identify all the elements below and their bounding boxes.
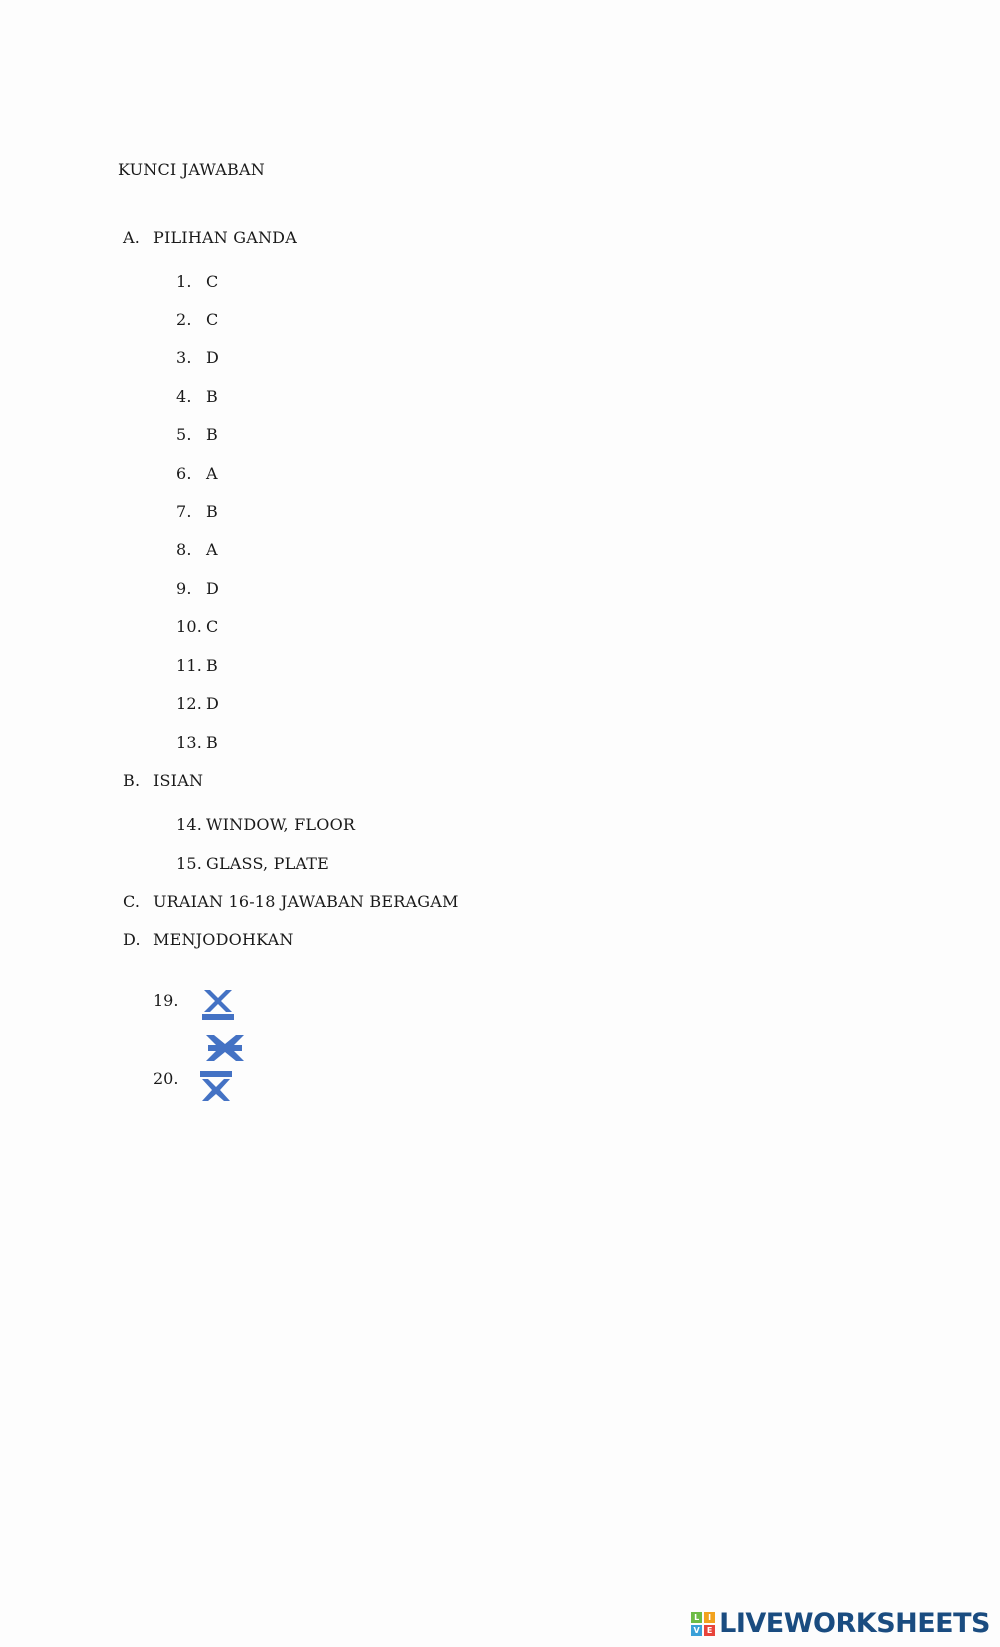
item-number: 5.: [176, 425, 192, 444]
section-letter: C.: [123, 892, 141, 911]
section-label: ISIAN: [153, 771, 204, 790]
list-item: [176, 579, 219, 598]
list-item: [176, 464, 218, 483]
list-item: [176, 425, 218, 444]
item-number: 9.: [176, 579, 192, 598]
list-item: [176, 854, 329, 873]
list-item: [176, 540, 218, 559]
item-answer: A: [206, 464, 218, 483]
list-item: [176, 272, 218, 291]
logo-letter: E: [704, 1625, 715, 1636]
cross-mark-icon: [204, 1033, 246, 1065]
logo-mark-icon: [691, 1612, 715, 1636]
item-answer: B: [206, 733, 218, 752]
item-number: 10.: [176, 617, 203, 636]
item-answer: C: [206, 617, 219, 636]
item-number: 7.: [176, 502, 192, 521]
list-item: [176, 310, 218, 329]
matching-number: 19.: [153, 991, 179, 1010]
cross-mark-icon: [198, 1069, 236, 1105]
item-answer: A: [206, 540, 218, 559]
logo-letter: I: [704, 1612, 715, 1623]
section-label: URAIAN 16-18 JAWABAN BERAGAM: [153, 892, 459, 911]
item-answer: B: [206, 502, 218, 521]
item-number: 4.: [176, 387, 192, 406]
section-letter: A.: [123, 228, 141, 247]
item-number: 3.: [176, 348, 192, 367]
item-number: 2.: [176, 310, 192, 329]
section-label: MENJODOHKAN: [153, 930, 294, 949]
item-number: 15.: [176, 854, 203, 873]
section-label: PILIHAN GANDA: [153, 228, 297, 247]
item-number: 13.: [176, 733, 203, 752]
page-title: KUNCI JAWABAN: [118, 160, 265, 179]
section-c-heading: [123, 892, 459, 911]
item-number: 11.: [176, 656, 203, 675]
item-answer: C: [206, 310, 219, 329]
item-answer: D: [206, 579, 220, 598]
logo-text: LIVEWORKSHEETS: [719, 1608, 990, 1639]
list-item: [176, 656, 218, 675]
logo-letter: L: [691, 1612, 702, 1623]
list-item: [176, 694, 219, 713]
list-item: [176, 387, 218, 406]
item-answer: GLASS, PLATE: [206, 854, 330, 873]
item-answer: D: [206, 348, 220, 367]
liveworksheets-logo: [691, 1608, 990, 1639]
list-item: [176, 617, 218, 636]
item-answer: B: [206, 425, 218, 444]
list-item: [176, 733, 218, 752]
section-d-heading: [123, 930, 294, 949]
section-letter: D.: [123, 930, 141, 949]
item-answer: B: [206, 656, 218, 675]
item-number: 8.: [176, 540, 192, 559]
matching-number: 20.: [153, 1069, 179, 1088]
list-item: [176, 815, 355, 834]
list-item: [176, 502, 218, 521]
list-item: [176, 348, 219, 367]
logo-letter: V: [691, 1625, 702, 1636]
item-number: 12.: [176, 694, 203, 713]
cross-mark-icon: [200, 988, 236, 1022]
section-letter: B.: [123, 771, 141, 790]
item-answer: C: [206, 272, 219, 291]
section-b-heading: [123, 771, 203, 790]
item-answer: B: [206, 387, 218, 406]
item-answer: WINDOW, FLOOR: [206, 815, 356, 834]
item-answer: D: [206, 694, 220, 713]
item-number: 6.: [176, 464, 192, 483]
section-a-heading: [123, 228, 297, 247]
item-number: 1.: [176, 272, 192, 291]
item-number: 14.: [176, 815, 203, 834]
